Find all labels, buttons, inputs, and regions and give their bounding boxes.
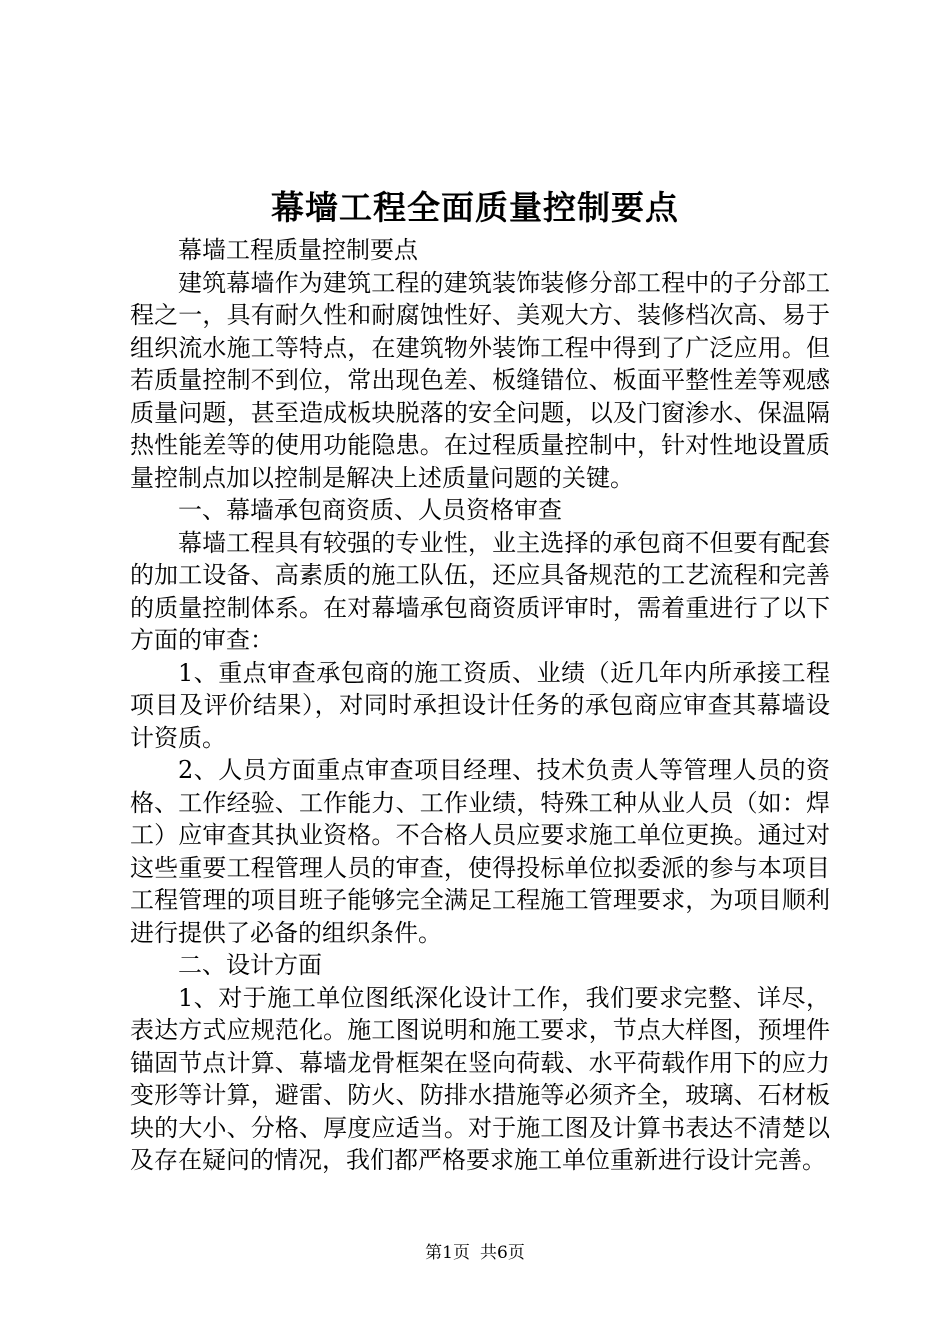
list-item-contractor-review: 1、重点审查承包商的施工资质、业绩（近几年内所承接工程项目及评价结果），对同时承担设计任务的承包商应审查其幕墙设计资质。 [130, 658, 830, 752]
list-item-design-drawings: 1、对于施工单位图纸深化设计工作，我们要求完整、详尽，表达方式应规范化。施工图说明和施工要求，节点大样图，预埋件锚固节点计算、幕墙龙骨框架在竖向荷载、水平荷载作用下的应力变形等计算，避雷、防火、防排水措施等必须齐全，玻璃、石材板块的大小、分格、厚度应适当。对于施工图及计算书表达不清楚以及存在疑问的情况，我们都严格要求施工单位重新进行设计完善。 [130, 983, 830, 1174]
page-total: 共6页 [480, 1243, 525, 1263]
document-title: 幕墙工程全面质量控制要点 [271, 188, 679, 227]
paragraph-intro: 建筑幕墙作为建筑工程的建筑装饰装修分部工程中的子分部工程之一，具有耐久性和耐腐蚀性好、美观大方、装修档次高、易于组织流水施工等特点，在建筑物外装饰工程中得到了广泛应用。但若质量控制不到位，常出现色差、板缝错位、板面平整性差等观感质量问题，甚至造成板块脱落的安全问题，以及门窗渗水、保温隔热性能差等的使用功能隐患。在过程质量控制中，针对性地设置质量控制点加以控制是解决上述质量问题的关键。 [130, 268, 830, 492]
paragraph-subtitle: 幕墙工程质量控制要点 [178, 236, 418, 264]
section-heading-qualification: 一、幕墙承包商资质、人员资格审查 [178, 496, 562, 524]
page-footer [0, 1242, 950, 1264]
page-number: 第1页 [425, 1243, 470, 1263]
section-heading-design: 二、设计方面 [178, 951, 322, 979]
document-body [130, 234, 830, 1177]
paragraph-qualification: 幕墙工程具有较强的专业性，业主选择的承包商不但要有配套的加工设备、高素质的施工队伍，还应具备规范的工艺流程和完善的质量控制体系。在对幕墙承包商资质评审时，需着重进行了以下方面的审查： [130, 528, 830, 654]
list-item-personnel-review: 2、人员方面重点审查项目经理、技术负责人等管理人员的资格、工作经验、工作能力、工作业绩，特殊工种从业人员（如：焊工）应审查其执业资格。不合格人员应要求施工单位更换。通过对这些重要工程管理人员的审查，使得投标单位拟委派的参与本项目工程管理的项目班子能够完全满足工程施工管理要求，为项目顺利进行提供了必备的组织条件。 [130, 756, 830, 947]
